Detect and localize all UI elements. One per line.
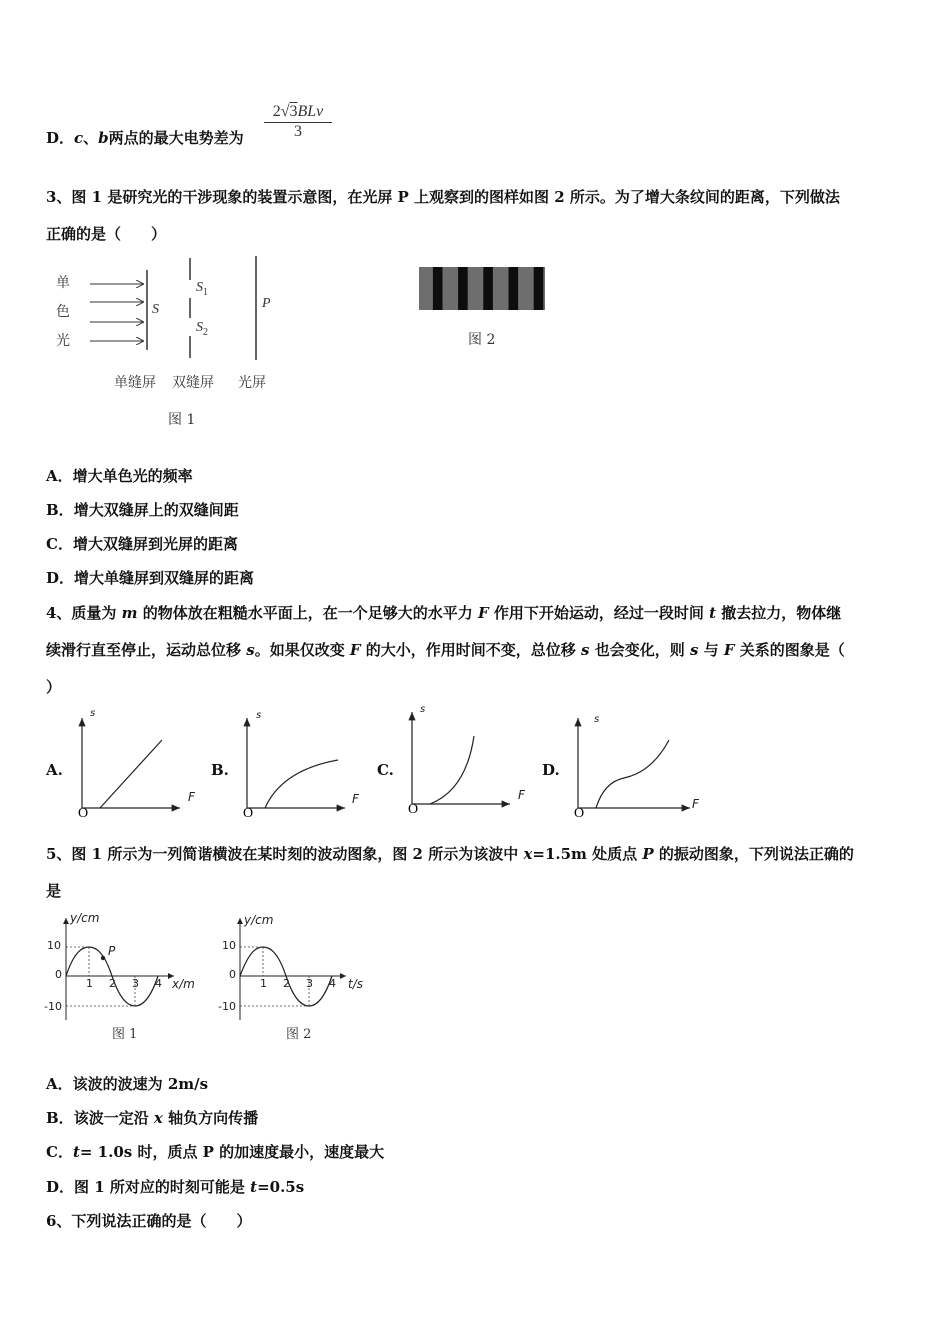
- graph-b-origin: O: [243, 806, 254, 821]
- graph-c-x-label: F: [518, 788, 525, 802]
- light-char-1: 单: [56, 275, 70, 291]
- var: s: [689, 641, 699, 659]
- text: 的大小，作用时间不变，总位移: [360, 641, 582, 659]
- fig2-xtick-3: 3: [306, 977, 313, 990]
- text: =1.5m 处质点: [532, 845, 643, 863]
- fig2-xtick-2: 2: [283, 977, 290, 990]
- text: 的振动图象，下列说法正确的: [653, 845, 854, 863]
- fig2-ytick-0: 0: [229, 968, 236, 981]
- fig1-xtick-4: 4: [155, 977, 162, 990]
- fig2-x-label: t/s: [348, 977, 363, 991]
- light-char-2: 色: [56, 304, 70, 320]
- option-text: = 1.0s 时，质点 P 的加速度最小，速度最大: [79, 1143, 385, 1161]
- s1-sub: 1: [203, 286, 208, 298]
- fig1-point-label: P: [108, 944, 116, 958]
- fig1-x-label: x/m: [172, 977, 195, 991]
- graph-c-label: C.: [377, 761, 394, 779]
- option-text: =0.5s: [257, 1178, 305, 1196]
- option-label: A．: [46, 1075, 73, 1093]
- sep: 、: [83, 129, 99, 147]
- option-text: 该波的波速为 2m/s: [72, 1075, 209, 1093]
- screen-label-light: 光屏: [238, 375, 266, 391]
- fig1-ytick-10: 10: [47, 939, 61, 952]
- var: F: [349, 641, 361, 659]
- p-label: P: [262, 296, 271, 311]
- numerator-rest: BLv: [297, 103, 324, 120]
- q4-line3: ）: [46, 678, 62, 696]
- option-label: B．: [46, 501, 74, 519]
- graph-d-origin: O: [574, 806, 585, 821]
- option-text: 该波一定沿: [73, 1109, 154, 1127]
- option-text: 增大双缝屏到光屏的距离: [72, 535, 238, 553]
- option-label: D．: [46, 1178, 75, 1196]
- wave-fig2: [240, 918, 346, 1020]
- fig2-ytick-10: 10: [222, 939, 236, 952]
- sqrt-symbol: √: [280, 103, 290, 120]
- fig2-caption: 图 2: [468, 332, 496, 348]
- text: 也会变化，则: [589, 641, 690, 659]
- var-c: c: [74, 129, 84, 147]
- option-text: 两点的最大电势差为: [108, 129, 244, 147]
- q5-option-b: [46, 1108, 258, 1128]
- graph-c-origin: O: [408, 802, 419, 817]
- option-label: D．: [46, 129, 75, 147]
- light-char-3: 光: [56, 333, 70, 349]
- option-label: B．: [46, 1109, 74, 1127]
- text: 作用下开始运动，经过一段时间: [488, 604, 710, 622]
- text: 。如果仅改变: [254, 641, 350, 659]
- text: 的物体放在粗糙水平面上，在一个足够大的水平力: [137, 604, 478, 622]
- option-text: 增大双缝屏上的双缝间距: [73, 501, 239, 519]
- var: m: [121, 604, 138, 622]
- sqrt-arg: 3: [289, 103, 298, 120]
- graph-d-y-label: s: [594, 714, 600, 725]
- graph-d-x-label: F: [692, 797, 699, 811]
- s2-sub: 2: [203, 326, 208, 338]
- fig2-xtick-4: 4: [329, 977, 336, 990]
- q5-fig2-caption: 图 2: [286, 1027, 312, 1042]
- graph-c-y-label: s: [420, 704, 426, 715]
- var: x: [523, 845, 533, 863]
- q5-line2: 是: [46, 882, 62, 900]
- text: 续滑行直至停止，运动总位移: [46, 641, 247, 659]
- fig2-xtick-1: 1: [260, 977, 267, 990]
- var: P: [642, 845, 654, 863]
- coef: 2: [272, 103, 281, 120]
- option-label: D．: [46, 569, 75, 587]
- text: 撤去拉力，物体继: [716, 604, 842, 622]
- screen-label-single: 单缝屏: [114, 375, 156, 391]
- fig1-y-label: y/cm: [70, 911, 100, 925]
- q5-option-a: [46, 1074, 208, 1094]
- option-text: 轴负方向传播: [162, 1109, 259, 1127]
- q5-option-c: [46, 1142, 384, 1162]
- graph-b-x-label: F: [352, 792, 359, 806]
- q5-fig1-caption: 图 1: [112, 1027, 138, 1042]
- text: 4、质量为: [46, 604, 122, 622]
- fig2-ytick-neg10: -10: [218, 1000, 236, 1013]
- s2-letter: S: [196, 320, 203, 335]
- q3-line1: 3、图 1 是研究光的干涉现象的装置示意图，在光屏 P 上观察到的图样如图 2 所示。为了增大条纹间的距离，下列做法: [46, 188, 840, 206]
- text: 5、图 1 所示为一列简谐横波在某时刻的波动图象，图 2 所示为该波中: [46, 845, 524, 863]
- graph-a-x-label: F: [188, 790, 195, 804]
- graph-b-label: B.: [211, 761, 229, 779]
- point-p: [101, 956, 105, 960]
- graph-d-label: D.: [542, 761, 560, 779]
- screen-label-double: 双缝屏: [172, 375, 214, 391]
- fig1-caption: 图 1: [168, 412, 196, 428]
- s-label: S: [152, 302, 159, 317]
- graph-a-y-label: s: [90, 708, 96, 719]
- var: s: [581, 641, 590, 659]
- q5-option-d: [46, 1177, 304, 1197]
- graph-a-origin: O: [78, 806, 89, 821]
- fraction-denominator: 3: [294, 123, 302, 140]
- var: t: [709, 604, 717, 622]
- option-text: 增大单缝屏到双缝屏的距离: [74, 569, 255, 587]
- graph-a-label: A.: [46, 761, 63, 779]
- var: s: [246, 641, 255, 659]
- graph-b-y-label: s: [256, 710, 262, 721]
- wave-fig1: [66, 918, 174, 1020]
- fig1-xtick-2: 2: [109, 977, 116, 990]
- fig1-ytick-0: 0: [55, 968, 62, 981]
- option-label: A．: [46, 467, 73, 485]
- var-b: b: [98, 129, 109, 147]
- text: 关系的图象是（: [734, 641, 845, 659]
- var: F: [478, 604, 489, 622]
- fig1-ytick-neg10: -10: [44, 1000, 62, 1013]
- var: t: [72, 1143, 80, 1161]
- option-text: 增大单色光的频率: [72, 467, 193, 485]
- option-label: C．: [46, 1143, 73, 1161]
- text: 与: [698, 641, 724, 659]
- var: t: [250, 1178, 258, 1196]
- fig2-y-label: y/cm: [244, 913, 274, 927]
- q6-text: 6、下列说法正确的是（ ）: [46, 1212, 252, 1230]
- var: x: [153, 1109, 163, 1127]
- option-label: C．: [46, 535, 73, 553]
- s1-letter: S: [196, 280, 203, 295]
- option-text: 图 1 所对应的时刻可能是: [74, 1178, 251, 1196]
- q3-line2: 正确的是（ ）: [46, 225, 167, 243]
- fig1-xtick-3: 3: [132, 977, 139, 990]
- fig1-xtick-1: 1: [86, 977, 93, 990]
- var: F: [723, 641, 735, 659]
